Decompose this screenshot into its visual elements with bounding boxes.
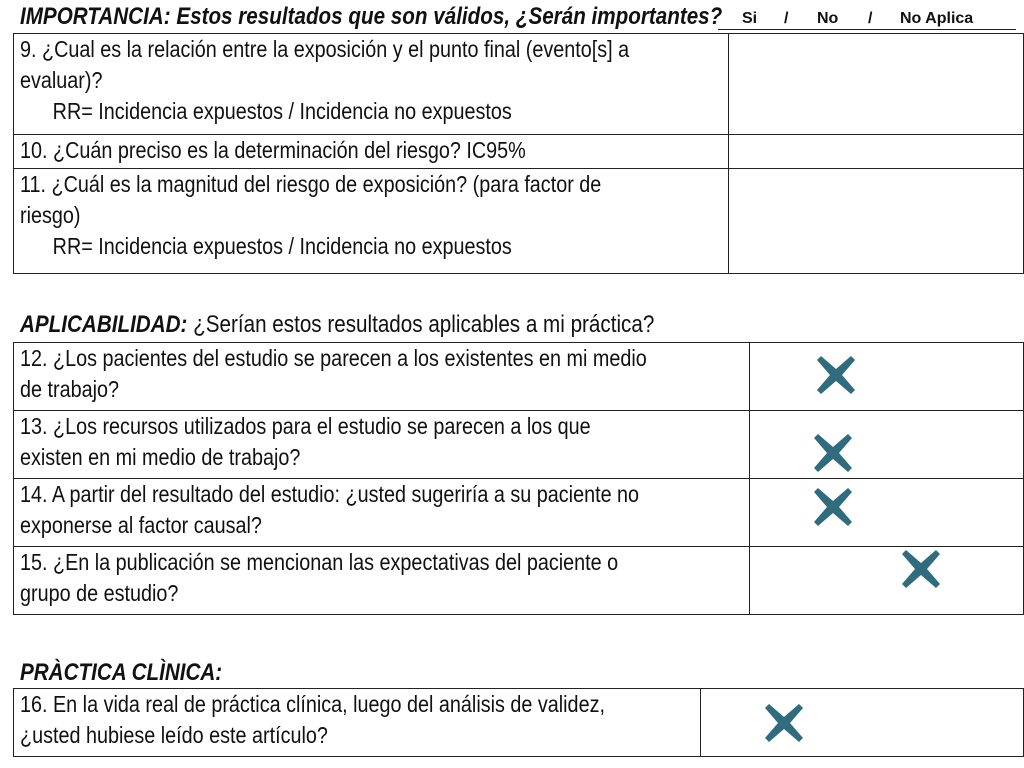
question-text: 14. A partir del resultado del estudio: ¿usted sugeriría a su paciente no (20, 481, 640, 507)
table-row (14, 343, 1024, 411)
x-mark-icon (900, 548, 942, 590)
question-text: de trabajo? (20, 376, 119, 402)
formula-text: RR= Incidencia expuestos / Incidencia no expuestos (52, 98, 512, 124)
answer-options-header (718, 9, 1016, 30)
question-text: evaluar)? (20, 67, 103, 93)
question-text: 13. ¿Los recursos utilizados para el estudio se parecen a los que (20, 413, 591, 439)
answer-option-no-aplica: No Aplica (900, 10, 974, 27)
table-row (14, 689, 1024, 757)
answer-cell[interactable] (749, 479, 1023, 547)
question-text: 15. ¿En la publicación se mencionan las expectativas del paciente o (20, 549, 619, 575)
answer-cell[interactable] (749, 547, 1023, 615)
aplicabilidad-title-bold: APLICABILIDAD: (20, 311, 188, 338)
answer-cell[interactable] (701, 689, 1024, 757)
question-text: grupo de estudio? (20, 580, 179, 606)
question-cell (14, 135, 729, 169)
question-text: ¿usted hubiese leído este artículo? (20, 722, 328, 748)
table-row (14, 411, 1024, 479)
aplicabilidad-title-rest: ¿Serían estos resultados aplicables a mi práctica? (187, 311, 655, 338)
practica-title-bold: PRÀCTICA CLÌNICA: (20, 659, 223, 686)
answer-option-si: Si (742, 10, 758, 27)
x-mark-icon (812, 432, 854, 474)
question-text: 10. ¿Cuán preciso es la determinación del riesgo? IC95% (20, 137, 526, 163)
x-mark-icon (763, 702, 805, 744)
practica-table (13, 688, 1024, 757)
table-row (14, 479, 1024, 547)
question-cell (14, 689, 701, 757)
question-cell (14, 169, 729, 274)
formula-text: RR= Incidencia expuestos / Incidencia no expuestos (52, 233, 512, 259)
question-text: 12. ¿Los pacientes del estudio se parecen a los existentes en mi medio (20, 345, 647, 371)
answer-cell[interactable] (729, 169, 1024, 274)
importancia-heading (20, 3, 722, 31)
practica-heading (20, 659, 222, 687)
importancia-title-rest: Estos resultados que son válidos, ¿Serán importantes? (170, 3, 723, 30)
answer-option-no: No (817, 10, 839, 27)
question-cell (14, 343, 750, 411)
answer-cell[interactable] (729, 135, 1024, 169)
importancia-table (13, 33, 1024, 274)
table-row (14, 547, 1024, 615)
answer-cell[interactable] (749, 343, 1023, 411)
question-text: exponerse al factor causal? (20, 512, 262, 538)
aplicabilidad-table (13, 342, 1024, 615)
table-row (14, 169, 1024, 274)
question-text: existen en mi medio de trabajo? (20, 444, 301, 470)
answer-separator: / (868, 10, 873, 27)
table-row (14, 135, 1024, 169)
question-cell (14, 34, 729, 135)
importancia-title-bold: IMPORTANCIA: (20, 3, 171, 30)
question-cell (14, 411, 750, 479)
question-cell (14, 479, 750, 547)
x-mark-icon (815, 354, 857, 396)
question-text: 9. ¿Cual es la relación entre la exposición y el punto final (evento[s] a (20, 36, 630, 62)
question-text: 11. ¿Cuál es la magnitud del riesgo de exposición? (para factor de (20, 171, 602, 197)
question-text: 16. En la vida real de práctica clínica, luego del análisis de validez, (20, 691, 605, 717)
answer-cell[interactable] (749, 411, 1023, 479)
question-cell (14, 547, 750, 615)
x-mark-icon (812, 486, 854, 528)
question-text: riesgo) (20, 202, 81, 228)
answer-separator: / (784, 10, 789, 27)
answer-cell[interactable] (729, 34, 1024, 135)
aplicabilidad-heading (20, 311, 654, 339)
table-row (14, 34, 1024, 135)
